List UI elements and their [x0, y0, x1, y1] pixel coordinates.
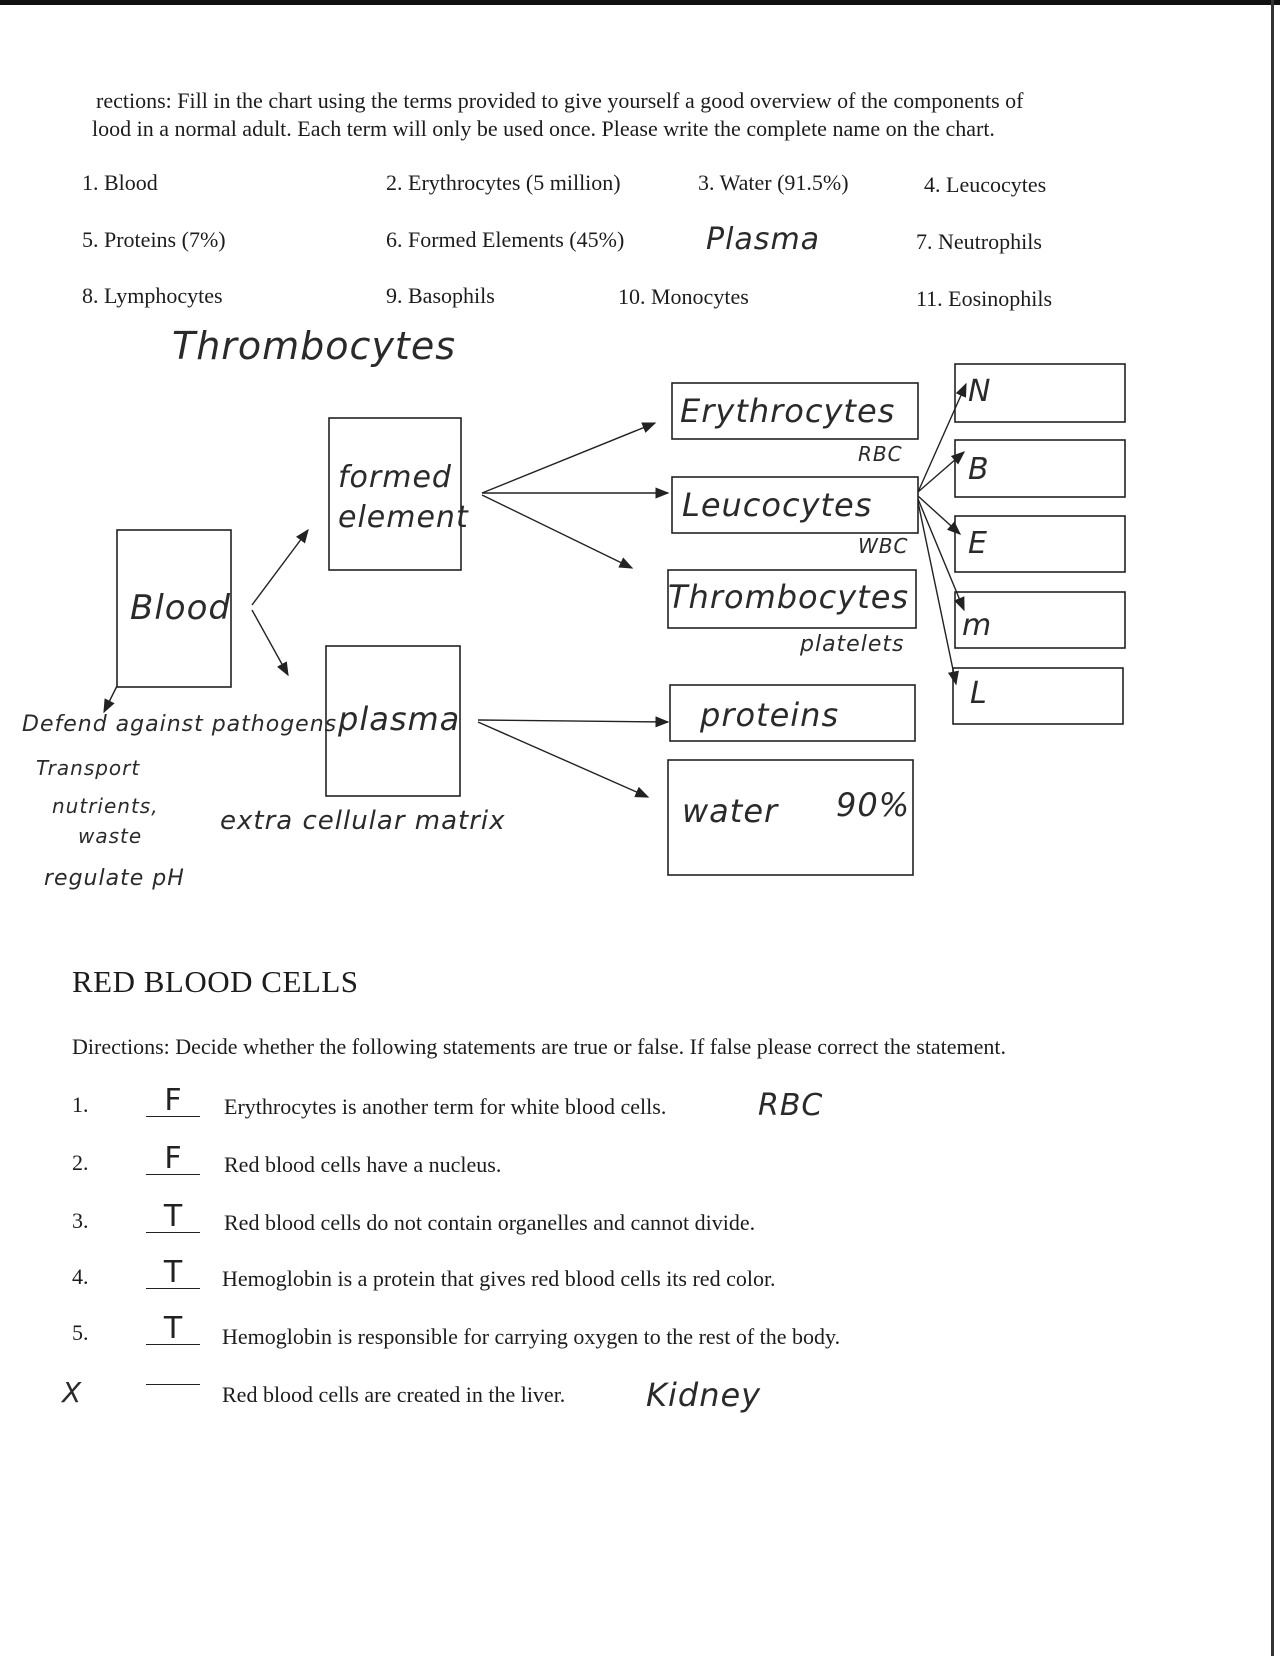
handwritten-plasma: Plasma: [706, 222, 821, 257]
chart-water-label: water: [682, 792, 779, 830]
statement-text: Red blood cells do not contain organelles and cannot divide.: [224, 1210, 756, 1235]
note-regulate-ph: regulate pH: [44, 866, 185, 891]
statement-number: 4.: [72, 1264, 89, 1289]
term-eosinophils: 11. Eosinophils: [916, 286, 1053, 311]
statement-text: Hemoglobin is a protein that gives red blood cells its red color.: [222, 1266, 776, 1291]
statement-text: Hemoglobin is responsible for carrying oxygen to the rest of the body.: [222, 1324, 841, 1349]
note-transport: Transport: [36, 756, 141, 780]
statement-text: Erythrocytes is another term for white blood cells.: [224, 1094, 667, 1119]
wbc-e-label: E: [968, 526, 988, 561]
statement-number: 2.: [72, 1150, 89, 1175]
note-waste: waste: [78, 824, 143, 848]
section-directions: Directions: Decide whether the following statements are true or false. If false please correct the statement.: [72, 1034, 1007, 1059]
term-monocytes: 10. Monocytes: [618, 284, 749, 309]
chart-water-percent: 90%: [836, 786, 911, 824]
note-extra-cellular-matrix: extra cellular matrix: [220, 806, 506, 836]
chart-leucocytes-label: Leucocytes: [682, 486, 873, 524]
statement-number: 1.: [72, 1092, 89, 1117]
statement-number: 3.: [72, 1208, 89, 1233]
wbc-m-label: m: [962, 608, 993, 643]
wbc-b-label: B: [968, 452, 990, 487]
term-leucocytes: 4. Leucocytes: [924, 172, 1047, 197]
term-proteins: 5. Proteins (7%): [82, 227, 226, 252]
directions-line-2: lood in a normal adult. Each term will only be used once. Please write the complete name on the chart.: [92, 116, 995, 141]
term-blood: 1. Blood: [82, 170, 158, 195]
answer-blank[interactable]: F: [146, 1086, 200, 1117]
chart-erythrocytes-label: Erythrocytes: [680, 392, 896, 430]
term-erythrocytes: 2. Erythrocytes (5 million): [386, 170, 621, 195]
term-basophils: 9. Basophils: [386, 283, 495, 308]
wbc-l-label: L: [970, 676, 988, 711]
term-lymphocytes: 8. Lymphocytes: [82, 283, 223, 308]
answer-blank[interactable]: T: [146, 1258, 200, 1289]
answer-blank[interactable]: T: [146, 1314, 200, 1345]
answer-blank[interactable]: [146, 1384, 200, 1385]
chart-blood-label: Blood: [130, 588, 231, 628]
statement-number: 5.: [72, 1320, 89, 1345]
chart-proteins-label: proteins: [700, 696, 840, 734]
chart-formed-elements-label: formed element: [338, 460, 469, 535]
term-neutrophils: 7. Neutrophils: [916, 229, 1042, 254]
statement-number-crossed: X: [62, 1376, 83, 1409]
note-defend-pathogens: Defend against pathogens: [22, 712, 338, 737]
chart-wbc-note: WBC: [858, 534, 909, 558]
statement-correction: RBC: [758, 1088, 824, 1123]
answer-blank[interactable]: F: [146, 1144, 200, 1175]
statement-correction: Kidney: [646, 1376, 762, 1414]
chart-rbc-note: RBC: [858, 442, 903, 466]
wbc-n-label: N: [968, 374, 992, 409]
chart-thrombocytes-label: Thrombocytes: [668, 578, 910, 616]
note-nutrients: nutrients,: [52, 794, 159, 818]
directions-line-1: rections: Fill in the chart using the terms provided to give yourself a good overview of the components of: [96, 88, 1024, 113]
chart-plasma-label: plasma: [338, 700, 461, 738]
section-title: RED BLOOD CELLS: [72, 964, 359, 999]
chart-platelets-note: platelets: [800, 632, 905, 657]
handwritten-thrombocytes: Thrombocytes: [172, 324, 457, 368]
statement-text: Red blood cells have a nucleus.: [224, 1152, 502, 1177]
answer-blank[interactable]: T: [146, 1202, 200, 1233]
term-water: 3. Water (91.5%): [698, 170, 849, 195]
statement-text: Red blood cells are created in the liver.: [222, 1382, 566, 1407]
term-formed-elements: 6. Formed Elements (45%): [386, 227, 625, 252]
